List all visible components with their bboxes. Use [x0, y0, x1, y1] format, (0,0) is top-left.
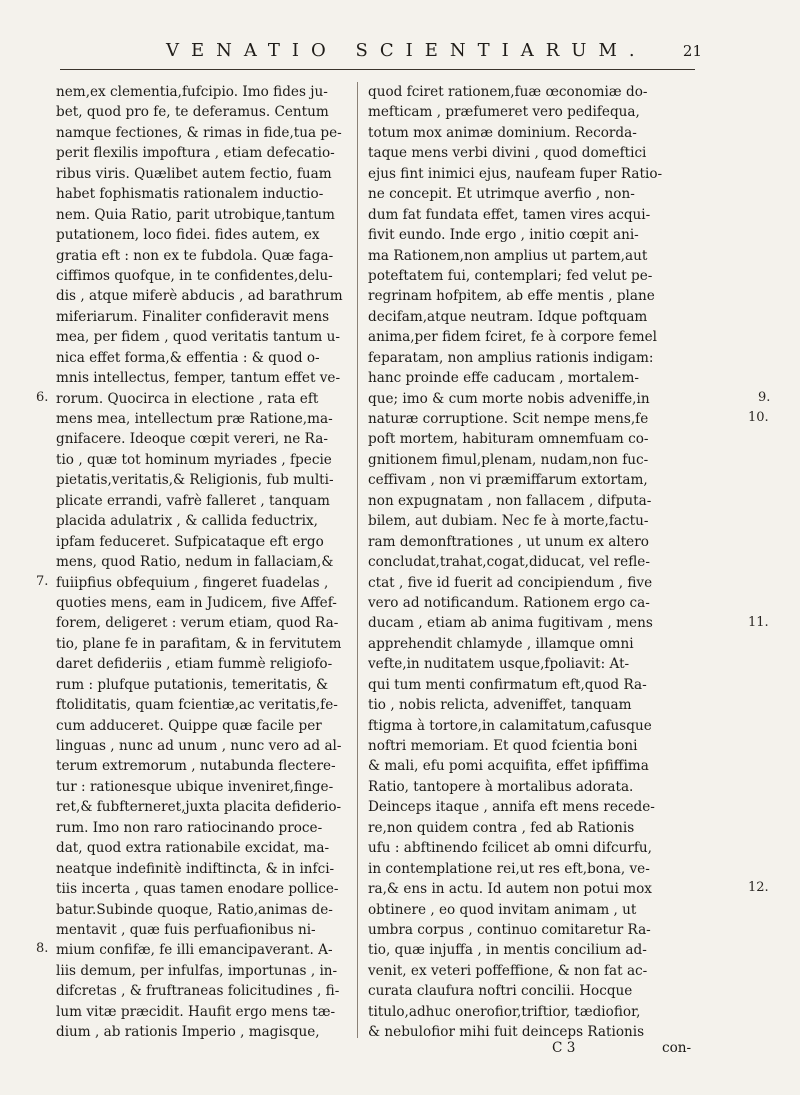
left-column-line: difcretas , & fruftraneas folicitudines , fi-: [56, 983, 340, 1000]
margin-number-10: 10.: [748, 410, 769, 425]
left-column-line: namque fectiones, & rimas in fide,tua pe-: [56, 124, 342, 141]
column-divider: [357, 82, 358, 1038]
right-column-line: ne concepit. Et utrimque averfio , non-: [368, 186, 635, 203]
right-column-line: ftigma à tortore,in calamitatum,cafusque: [368, 717, 652, 734]
left-column-line: pietatis,veritatis,& Religionis, fub multi-: [56, 472, 334, 489]
left-column-line: neatque indefinitè indiftincta, & in infci-: [56, 860, 335, 877]
right-column-line: mefticam , præfumeret vero pedifequa,: [368, 104, 640, 121]
left-column-line: mium confifæ, fe illi emancipaverant. A-: [56, 942, 333, 959]
left-column-line: nem,ex clementia,fufcipio. Imo fides ju-: [56, 84, 328, 100]
left-column-line: ciffimos quofque, in te confidentes,delu-: [56, 267, 333, 284]
left-column-line: placida adulatrix , & callida feductrix,: [56, 513, 318, 530]
right-column-line: ctat , five id fuerit ad concipiendum , five: [368, 574, 653, 591]
left-column-line: nica effet forma,& effentia : & quod o-: [56, 349, 320, 366]
left-column-line: tio, plane fe in parafitam, & in fervitutem: [56, 635, 342, 652]
right-column-line: naturæ corruptione. Scit nempe mens,fe: [368, 411, 649, 427]
right-column-line: gnitionem fimul,plenam, nudam,non fuc-: [368, 451, 649, 468]
right-column-line: ceffivam , non vi præmiffarum extortam,: [368, 472, 648, 489]
left-column-line: quoties mens, eam in Judicem, five Affef-: [56, 594, 337, 611]
margin-number-12: 12.: [748, 880, 769, 895]
left-column-line: mea, per fidem , quod veritatis tantum u-: [56, 329, 340, 346]
page-number: 21: [682, 42, 702, 60]
right-column-line: bilem, aut dubiam. Nec fe à morte,factu-: [368, 513, 649, 530]
left-text-column: [56, 82, 352, 1043]
left-column-line: miferiarum. Finaliter confideravit mens: [56, 308, 330, 325]
right-column-line: poft mortem, habituram omnemfuam co-: [368, 431, 649, 448]
right-column-line: fivit eundo. Inde ergo , initio cœpit ani-: [368, 227, 639, 244]
right-column-line: hanc proinde effe caducam , mortalem-: [368, 370, 639, 387]
left-column-line: daret defideriis , etiam fummè religiofo-: [56, 656, 333, 673]
right-column-line: non expugnatam , non fallacem , difputa-: [368, 492, 652, 509]
right-column-line: que; imo & cum morte nobis adveniffe,in: [368, 390, 650, 407]
right-column-line: curata claufura noftri concilii. Hocque: [368, 983, 633, 1000]
left-column-line: putationem, loco fidei. fides autem, ex: [56, 227, 320, 244]
left-column-line: rum : plufque putationis, temeritatis, &: [56, 676, 329, 693]
left-column-line: terum extremorum , nutabunda flectere-: [56, 758, 336, 775]
right-column-line: qui tum menti confirmatum eft,quod Ra-: [368, 676, 647, 693]
left-column-line: habet fophismatis rationalem inductio-: [56, 186, 324, 203]
right-column-line: vefte,in nuditatem usque,fpoliavit: At-: [368, 656, 630, 673]
right-column-line: apprehendit chlamyde , illamque omni: [368, 635, 634, 652]
right-column-line: quod fciret rationem,fuæ œconomiæ do-: [368, 84, 648, 100]
right-column-line: ducam , etiam ab anima fugitivam , mens: [368, 615, 653, 632]
right-column-line: ram demonftrationes , ut unum ex altero: [368, 533, 649, 550]
running-header: [166, 40, 702, 70]
right-column-line: ra,& ens in actu. Id autem non potui mox: [368, 881, 652, 898]
right-column-line: decifam,atque neutram. Idque poftquam: [368, 308, 648, 325]
right-column-line: & mali, efu pomi acquifita, effet ipfiffima: [368, 758, 649, 775]
right-column-line: anima,per fidem fciret, fe à corpore femel: [368, 329, 657, 346]
left-column-line: ipfam feduceret. Sufpicataque eft ergo: [56, 533, 324, 550]
left-column-line: mnis intellectus, femper, tantum effet ve-: [56, 370, 341, 387]
left-column-line: cum adduceret. Quippe quæ facile per: [56, 717, 322, 734]
left-column-line: bet, quod pro fe, te deferamus. Centum: [56, 104, 329, 121]
margin-number-7: 7.: [36, 574, 49, 589]
left-column-line: plicate errandi, vafrè falleret , tanquam: [56, 492, 330, 509]
right-column-line: feparatam, non amplius rationis indigam:: [368, 349, 654, 366]
right-column-line: tio , nobis relicta, adveniffet, tanquam: [368, 697, 632, 714]
right-column-line: Ratio, tantopere à mortalibus adorata.: [368, 778, 634, 795]
left-column-line: ribus viris. Quælibet autem fectio, fuam: [56, 165, 332, 182]
right-column-line: ufu : abftinendo fcilicet ab omni difcurfu,: [368, 840, 652, 857]
left-column-line: tiis incerta , quas tamen enodare pollice-: [56, 881, 339, 898]
left-column-line: liis demum, per infulfas, importunas , in-: [56, 962, 338, 979]
right-column-line: regrinam hofpitem, ab effe mentis , plane: [368, 288, 655, 305]
signature-mark: C 3: [552, 1040, 576, 1056]
margin-number-9: 9.: [758, 390, 771, 405]
right-column-line: vero ad notificandum. Rationem ergo ca-: [368, 594, 650, 611]
left-column-line: gnifacere. Ideoque cœpit vereri, ne Ra-: [56, 431, 328, 448]
running-title: VENATIO SCIENTIARUM.: [166, 40, 647, 61]
left-column-line: ftoliditatis, quam fcientiæ,ac veritatis,fe-: [56, 697, 338, 714]
left-column-line: rorum. Quocirca in electione , rata eft: [56, 390, 319, 407]
left-column-line: dis , atque miferè abducis , ad barathrum: [56, 288, 343, 305]
left-column-line: tur : rationesque ubique inveniret,finge-: [56, 778, 334, 795]
left-column-line: nem. Quia Ratio, parit utrobique,tantum: [56, 206, 335, 223]
right-column-line: re,non quidem contra , fed ab Rationis: [368, 819, 635, 836]
left-column-line: forem, deligeret : verum etiam, quod Ra-: [56, 615, 339, 632]
right-column-line: totum mox animæ dominium. Recorda-: [368, 124, 637, 141]
header-rule: [60, 69, 695, 70]
left-column-line: mens mea, intellectum præ Ratione,ma-: [56, 411, 333, 427]
right-column-line: ma Rationem,non amplius ut partem,aut: [368, 247, 648, 264]
margin-number-6: 6.: [36, 390, 49, 405]
right-column-line: taque mens verbi divini , quod domeftici: [368, 145, 647, 162]
right-column-line: dum fat fundata effet, tamen vires acqui-: [368, 206, 651, 223]
right-column-line: tio, quæ injuffa , in mentis concilium ad-: [368, 942, 647, 959]
left-column-line: lum vitæ præcidit. Haufit ergo mens tæ-: [56, 1003, 336, 1020]
left-column-line: mens, quod Ratio, nedum in fallaciam,&: [56, 554, 334, 571]
left-column-line: perit flexilis impoftura , etiam defecatio-: [56, 145, 335, 162]
left-column-line: linguas , nunc ad unum , nunc vero ad al-: [56, 738, 342, 754]
left-column-line: batur.Subinde quoque, Ratio,animas de-: [56, 901, 333, 918]
right-column-line: in contemplatione rei,ut res eft,bona, ve-: [368, 860, 650, 877]
right-column-line: obtinere , eo quod invitam animam , ut: [368, 901, 637, 918]
right-column-line: concludat,trahat,cogat,diducat, vel refle-: [368, 554, 650, 571]
left-column-line: gratia eft : non ex te fubdola. Quæ faga-: [56, 247, 334, 264]
right-column-line: umbra corpus , continuo comitaretur Ra-: [368, 921, 651, 938]
right-column-line: & nebulofior mihi fuit deinceps Rationis: [368, 1024, 645, 1041]
left-column-line: fuiipfius obfequium , fingeret fuadelas ,: [56, 574, 329, 591]
left-column-line: rum. Imo non raro ratiocinando proce-: [56, 819, 323, 836]
left-column-line: mentavit , quæ fuis perfuafionibus ni-: [56, 921, 316, 938]
left-column-line: dat, quod extra rationabile excidat, ma-: [56, 840, 330, 857]
margin-number-8: 8.: [36, 941, 49, 956]
right-column-line: titulo,adhuc onerofior,triftior, tædiofior,: [368, 1003, 641, 1020]
catchword: con-: [662, 1040, 692, 1056]
right-column-line: poteftatem fui, contemplari; fed velut pe-: [368, 267, 653, 284]
left-column-line: tio , quæ tot hominum myriades , fpecie: [56, 451, 332, 468]
right-column-line: noftri memoriam. Et quod fcientia boni: [368, 738, 638, 754]
left-column-line: ret,& fubfterneret,juxta placita defiderio-: [56, 799, 342, 816]
right-column-line: Deinceps itaque , annifa eft mens recede-: [368, 799, 655, 816]
left-column-line: dium , ab rationis Imperio , magisque,: [56, 1024, 320, 1041]
right-text-column: [368, 82, 678, 1043]
margin-number-11: 11.: [748, 615, 769, 630]
right-column-line: venit, ex veteri poffeffione, & non fat ac-: [368, 962, 648, 979]
right-column-line: ejus fint inimici ejus, naufeam fuper Ratio-: [368, 165, 663, 182]
